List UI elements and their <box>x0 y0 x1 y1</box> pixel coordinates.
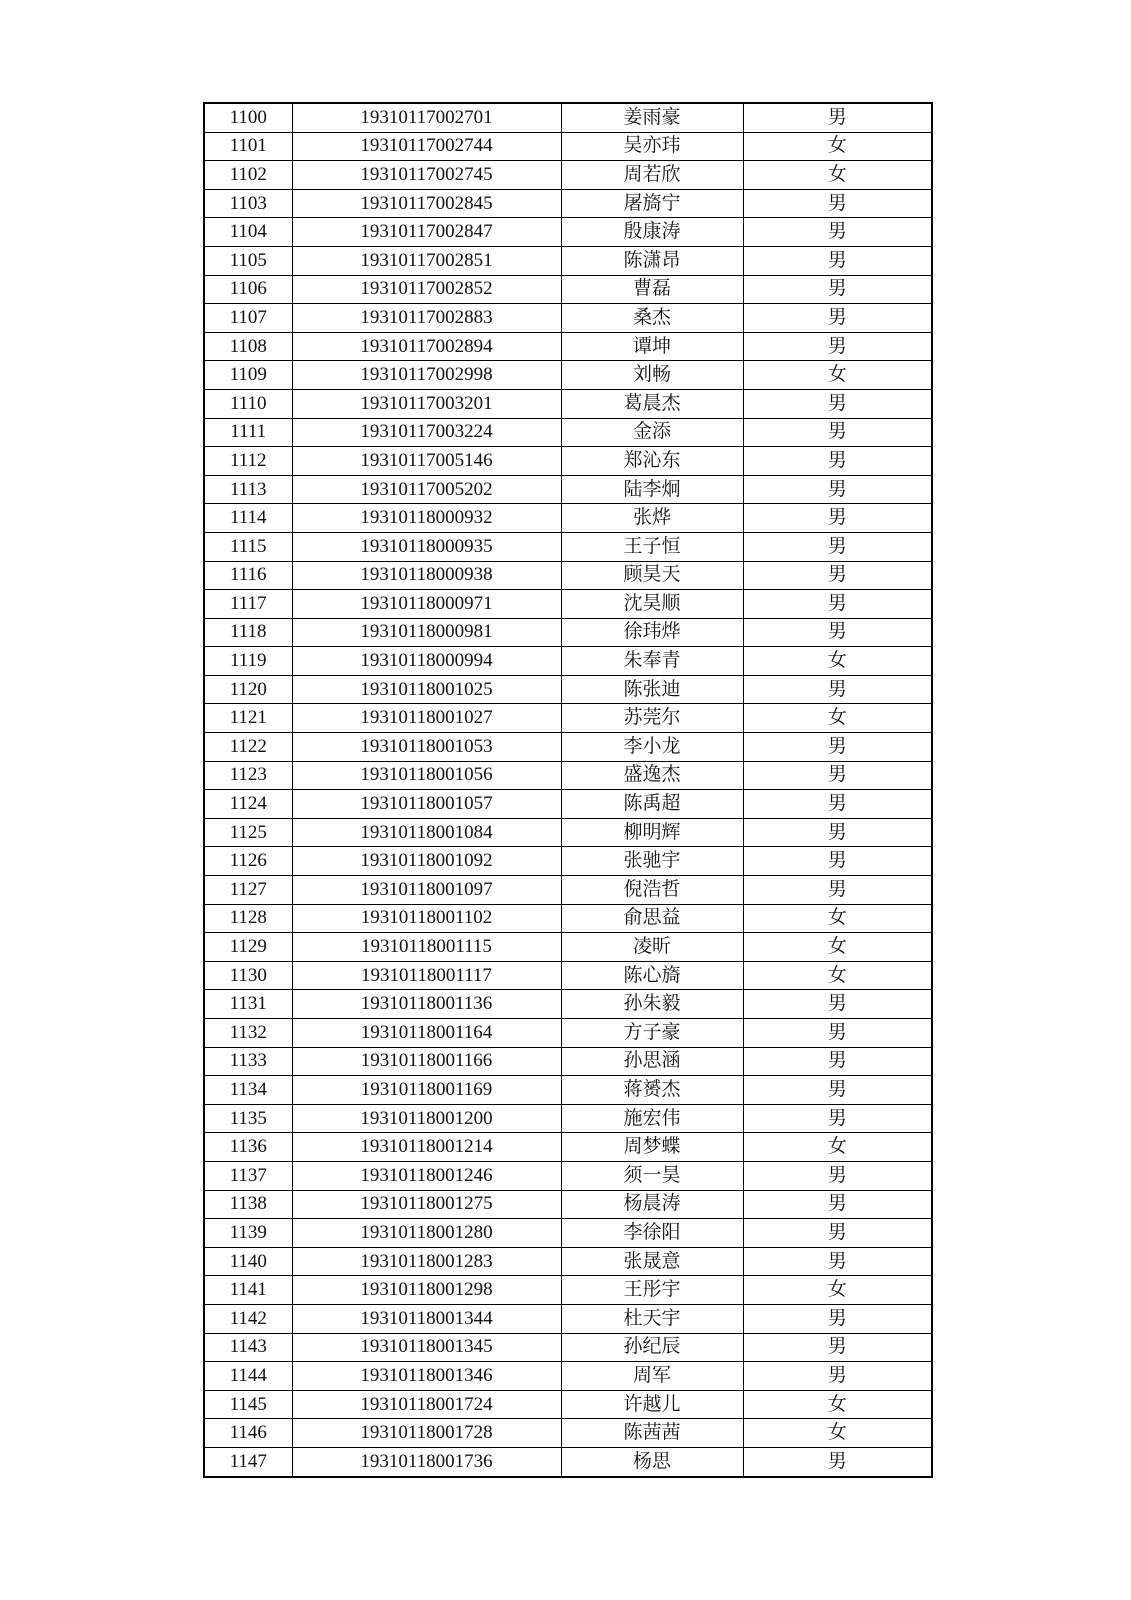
student-id-cell: 19310117002852 <box>292 275 561 304</box>
student-id-cell: 19310118001102 <box>292 904 561 933</box>
name-cell: 孙思涵 <box>561 1047 743 1076</box>
name-cell: 顾昊天 <box>561 561 743 590</box>
table-row <box>204 246 932 275</box>
gender-cell: 男 <box>743 1019 932 1048</box>
gender-cell: 男 <box>743 218 932 247</box>
student-id-cell: 19310117002744 <box>292 132 561 161</box>
table-row <box>204 1019 932 1048</box>
name-cell: 王彤宇 <box>561 1276 743 1305</box>
name-cell: 陈张迪 <box>561 675 743 704</box>
student-id-cell: 19310118000994 <box>292 647 561 676</box>
student-id-cell: 19310118001057 <box>292 790 561 819</box>
seq-cell: 1123 <box>204 761 292 790</box>
student-id-cell: 19310118001056 <box>292 761 561 790</box>
roster-table <box>203 102 933 1478</box>
name-cell: 陈禹超 <box>561 790 743 819</box>
student-id-cell: 19310117003201 <box>292 389 561 418</box>
gender-cell: 男 <box>743 1333 932 1362</box>
table-row <box>204 161 932 190</box>
name-cell: 陈茜茜 <box>561 1419 743 1448</box>
gender-cell: 女 <box>743 1133 932 1162</box>
gender-cell: 女 <box>743 1419 932 1448</box>
gender-cell: 男 <box>743 733 932 762</box>
student-id-cell: 19310118001214 <box>292 1133 561 1162</box>
name-cell: 王子恒 <box>561 532 743 561</box>
gender-cell: 女 <box>743 904 932 933</box>
name-cell: 杨思 <box>561 1447 743 1476</box>
table-row <box>204 132 932 161</box>
student-id-cell: 19310118001275 <box>292 1190 561 1219</box>
student-id-cell: 19310118001280 <box>292 1219 561 1248</box>
seq-cell: 1129 <box>204 933 292 962</box>
gender-cell: 女 <box>743 933 932 962</box>
name-cell: 柳明辉 <box>561 818 743 847</box>
seq-cell: 1127 <box>204 876 292 905</box>
seq-cell: 1137 <box>204 1161 292 1190</box>
seq-cell: 1146 <box>204 1419 292 1448</box>
name-cell: 朱奉青 <box>561 647 743 676</box>
student-id-cell: 19310118001084 <box>292 818 561 847</box>
table-row <box>204 1047 932 1076</box>
name-cell: 陆李炯 <box>561 475 743 504</box>
gender-cell: 男 <box>743 847 932 876</box>
seq-cell: 1100 <box>204 103 292 132</box>
gender-cell: 男 <box>743 1047 932 1076</box>
table-row <box>204 332 932 361</box>
gender-cell: 男 <box>743 876 932 905</box>
student-id-cell: 19310118001724 <box>292 1390 561 1419</box>
table-row <box>204 1390 932 1419</box>
name-cell: 周军 <box>561 1362 743 1391</box>
table-row <box>204 1219 932 1248</box>
student-id-cell: 19310118001164 <box>292 1019 561 1048</box>
gender-cell: 男 <box>743 447 932 476</box>
student-id-cell: 19310118001200 <box>292 1104 561 1133</box>
name-cell: 苏莞尔 <box>561 704 743 733</box>
table-row <box>204 218 932 247</box>
gender-cell: 男 <box>743 1447 932 1476</box>
gender-cell: 男 <box>743 103 932 132</box>
student-id-cell: 19310117002845 <box>292 189 561 218</box>
name-cell: 吴亦玮 <box>561 132 743 161</box>
gender-cell: 男 <box>743 1076 932 1105</box>
gender-cell: 女 <box>743 1276 932 1305</box>
table-row <box>204 532 932 561</box>
table-row <box>204 1276 932 1305</box>
table-row <box>204 876 932 905</box>
seq-cell: 1109 <box>204 361 292 390</box>
name-cell: 张驰宇 <box>561 847 743 876</box>
gender-cell: 男 <box>743 418 932 447</box>
student-id-cell: 19310118001027 <box>292 704 561 733</box>
gender-cell: 男 <box>743 389 932 418</box>
gender-cell: 男 <box>743 675 932 704</box>
name-cell: 李小龙 <box>561 733 743 762</box>
name-cell: 方子豪 <box>561 1019 743 1048</box>
table-row <box>204 904 932 933</box>
table-row <box>204 1447 932 1476</box>
student-id-cell: 19310117002701 <box>292 103 561 132</box>
student-id-cell: 19310117002851 <box>292 246 561 275</box>
seq-cell: 1103 <box>204 189 292 218</box>
name-cell: 盛逸杰 <box>561 761 743 790</box>
gender-cell: 男 <box>743 1247 932 1276</box>
seq-cell: 1139 <box>204 1219 292 1248</box>
gender-cell: 女 <box>743 132 932 161</box>
table-row <box>204 389 932 418</box>
table-row <box>204 1133 932 1162</box>
student-id-cell: 19310118001283 <box>292 1247 561 1276</box>
name-cell: 桑杰 <box>561 304 743 333</box>
name-cell: 陈心旖 <box>561 961 743 990</box>
name-cell: 蒋赟杰 <box>561 1076 743 1105</box>
seq-cell: 1133 <box>204 1047 292 1076</box>
seq-cell: 1132 <box>204 1019 292 1048</box>
name-cell: 屠旖宁 <box>561 189 743 218</box>
student-id-cell: 19310118000938 <box>292 561 561 590</box>
table-row <box>204 618 932 647</box>
student-id-cell: 19310118001728 <box>292 1419 561 1448</box>
student-id-cell: 19310118001169 <box>292 1076 561 1105</box>
seq-cell: 1119 <box>204 647 292 676</box>
student-id-cell: 19310117002894 <box>292 332 561 361</box>
table-row <box>204 1362 932 1391</box>
seq-cell: 1121 <box>204 704 292 733</box>
seq-cell: 1101 <box>204 132 292 161</box>
name-cell: 张烨 <box>561 504 743 533</box>
seq-cell: 1126 <box>204 847 292 876</box>
table-row <box>204 275 932 304</box>
student-id-cell: 19310117003224 <box>292 418 561 447</box>
name-cell: 须一昊 <box>561 1161 743 1190</box>
seq-cell: 1140 <box>204 1247 292 1276</box>
seq-cell: 1117 <box>204 590 292 619</box>
gender-cell: 男 <box>743 1190 932 1219</box>
student-id-cell: 19310118001298 <box>292 1276 561 1305</box>
seq-cell: 1135 <box>204 1104 292 1133</box>
name-cell: 刘畅 <box>561 361 743 390</box>
table-row <box>204 961 932 990</box>
seq-cell: 1104 <box>204 218 292 247</box>
student-id-cell: 19310117005146 <box>292 447 561 476</box>
seq-cell: 1106 <box>204 275 292 304</box>
name-cell: 许越儿 <box>561 1390 743 1419</box>
table-row <box>204 447 932 476</box>
seq-cell: 1120 <box>204 675 292 704</box>
gender-cell: 女 <box>743 704 932 733</box>
table-row <box>204 761 932 790</box>
name-cell: 杜天宇 <box>561 1304 743 1333</box>
gender-cell: 男 <box>743 590 932 619</box>
student-id-cell: 19310118000935 <box>292 532 561 561</box>
name-cell: 殷康涛 <box>561 218 743 247</box>
seq-cell: 1105 <box>204 246 292 275</box>
name-cell: 周若欣 <box>561 161 743 190</box>
seq-cell: 1122 <box>204 733 292 762</box>
gender-cell: 男 <box>743 475 932 504</box>
student-id-cell: 19310117002998 <box>292 361 561 390</box>
seq-cell: 1131 <box>204 990 292 1019</box>
gender-cell: 男 <box>743 532 932 561</box>
gender-cell: 男 <box>743 504 932 533</box>
table-row <box>204 361 932 390</box>
gender-cell: 男 <box>743 818 932 847</box>
seq-cell: 1112 <box>204 447 292 476</box>
table-row <box>204 1104 932 1133</box>
name-cell: 凌昕 <box>561 933 743 962</box>
student-id-cell: 19310118001053 <box>292 733 561 762</box>
student-id-cell: 19310118001117 <box>292 961 561 990</box>
gender-cell: 男 <box>743 761 932 790</box>
table-row <box>204 504 932 533</box>
name-cell: 金添 <box>561 418 743 447</box>
student-id-cell: 19310117002883 <box>292 304 561 333</box>
name-cell: 周梦蝶 <box>561 1133 743 1162</box>
seq-cell: 1107 <box>204 304 292 333</box>
gender-cell: 男 <box>743 790 932 819</box>
seq-cell: 1142 <box>204 1304 292 1333</box>
gender-cell: 男 <box>743 990 932 1019</box>
seq-cell: 1130 <box>204 961 292 990</box>
student-id-cell: 19310117002847 <box>292 218 561 247</box>
name-cell: 施宏伟 <box>561 1104 743 1133</box>
table-row <box>204 790 932 819</box>
student-id-cell: 19310118001092 <box>292 847 561 876</box>
gender-cell: 男 <box>743 561 932 590</box>
name-cell: 葛晨杰 <box>561 389 743 418</box>
student-id-cell: 19310118001115 <box>292 933 561 962</box>
name-cell: 张晟意 <box>561 1247 743 1276</box>
seq-cell: 1125 <box>204 818 292 847</box>
table-row <box>204 733 932 762</box>
gender-cell: 女 <box>743 361 932 390</box>
table-row <box>204 561 932 590</box>
seq-cell: 1128 <box>204 904 292 933</box>
student-id-cell: 19310117002745 <box>292 161 561 190</box>
seq-cell: 1141 <box>204 1276 292 1305</box>
gender-cell: 男 <box>743 275 932 304</box>
seq-cell: 1115 <box>204 532 292 561</box>
gender-cell: 女 <box>743 161 932 190</box>
table-row <box>204 475 932 504</box>
table-row <box>204 1161 932 1190</box>
table-row <box>204 304 932 333</box>
gender-cell: 男 <box>743 1219 932 1248</box>
student-id-cell: 19310118000981 <box>292 618 561 647</box>
seq-cell: 1108 <box>204 332 292 361</box>
table-row <box>204 418 932 447</box>
name-cell: 曹磊 <box>561 275 743 304</box>
student-id-cell: 19310118001246 <box>292 1161 561 1190</box>
table-row <box>204 933 932 962</box>
gender-cell: 男 <box>743 1304 932 1333</box>
gender-cell: 女 <box>743 647 932 676</box>
roster-table-body <box>204 103 932 1477</box>
student-id-cell: 19310117005202 <box>292 475 561 504</box>
seq-cell: 1113 <box>204 475 292 504</box>
table-row <box>204 675 932 704</box>
gender-cell: 男 <box>743 189 932 218</box>
seq-cell: 1147 <box>204 1447 292 1476</box>
seq-cell: 1118 <box>204 618 292 647</box>
table-row <box>204 990 932 1019</box>
table-row <box>204 1304 932 1333</box>
seq-cell: 1124 <box>204 790 292 819</box>
seq-cell: 1111 <box>204 418 292 447</box>
student-id-cell: 19310118001346 <box>292 1362 561 1391</box>
name-cell: 郑沁东 <box>561 447 743 476</box>
name-cell: 孙朱毅 <box>561 990 743 1019</box>
name-cell: 陈潇昂 <box>561 246 743 275</box>
seq-cell: 1143 <box>204 1333 292 1362</box>
table-row <box>204 1419 932 1448</box>
student-id-cell: 19310118001166 <box>292 1047 561 1076</box>
student-id-cell: 19310118001097 <box>292 876 561 905</box>
name-cell: 沈昊顺 <box>561 590 743 619</box>
gender-cell: 男 <box>743 618 932 647</box>
table-row <box>204 1190 932 1219</box>
name-cell: 孙纪辰 <box>561 1333 743 1362</box>
seq-cell: 1116 <box>204 561 292 590</box>
gender-cell: 男 <box>743 1362 932 1391</box>
student-id-cell: 19310118001025 <box>292 675 561 704</box>
student-id-cell: 19310118000932 <box>292 504 561 533</box>
seq-cell: 1134 <box>204 1076 292 1105</box>
name-cell: 徐玮烨 <box>561 618 743 647</box>
table-row <box>204 1333 932 1362</box>
table-row <box>204 189 932 218</box>
seq-cell: 1110 <box>204 389 292 418</box>
table-row <box>204 590 932 619</box>
name-cell: 谭坤 <box>561 332 743 361</box>
gender-cell: 男 <box>743 246 932 275</box>
student-id-cell: 19310118000971 <box>292 590 561 619</box>
seq-cell: 1145 <box>204 1390 292 1419</box>
name-cell: 倪浩哲 <box>561 876 743 905</box>
table-row <box>204 1247 932 1276</box>
student-id-cell: 19310118001136 <box>292 990 561 1019</box>
table-row <box>204 103 932 132</box>
name-cell: 李徐阳 <box>561 1219 743 1248</box>
table-row <box>204 704 932 733</box>
gender-cell: 男 <box>743 332 932 361</box>
gender-cell: 男 <box>743 304 932 333</box>
name-cell: 杨晨涛 <box>561 1190 743 1219</box>
seq-cell: 1144 <box>204 1362 292 1391</box>
table-row <box>204 1076 932 1105</box>
gender-cell: 男 <box>743 1104 932 1133</box>
name-cell: 姜雨豪 <box>561 103 743 132</box>
gender-cell: 女 <box>743 961 932 990</box>
student-id-cell: 19310118001736 <box>292 1447 561 1476</box>
gender-cell: 女 <box>743 1390 932 1419</box>
student-id-cell: 19310118001344 <box>292 1304 561 1333</box>
gender-cell: 男 <box>743 1161 932 1190</box>
table-row <box>204 818 932 847</box>
table-row <box>204 647 932 676</box>
seq-cell: 1114 <box>204 504 292 533</box>
seq-cell: 1138 <box>204 1190 292 1219</box>
student-id-cell: 19310118001345 <box>292 1333 561 1362</box>
name-cell: 俞思益 <box>561 904 743 933</box>
table-row <box>204 847 932 876</box>
seq-cell: 1136 <box>204 1133 292 1162</box>
seq-cell: 1102 <box>204 161 292 190</box>
